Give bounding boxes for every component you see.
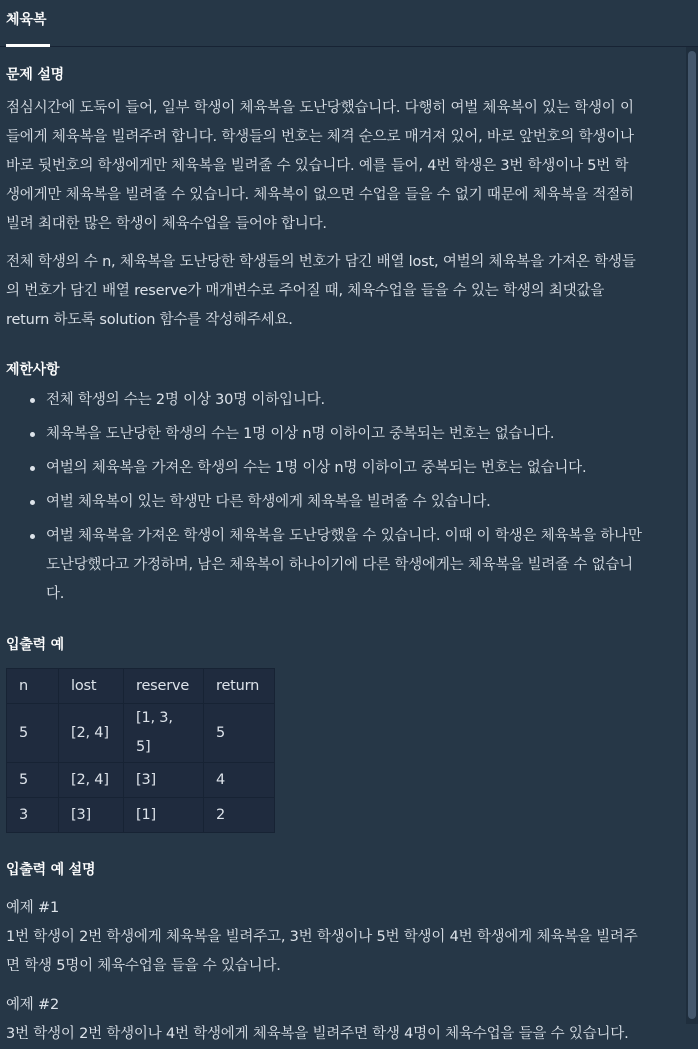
text-line: 여벌 체육복을 가져온 학생이 체육복을 도난당했을 수 있습니다. 이때 이 학생은 체육복을 하나만 xyxy=(46,528,642,544)
table-cell: [3] xyxy=(124,763,204,798)
table-cell: 3 xyxy=(7,798,59,833)
column-header: lost xyxy=(59,669,124,704)
list-item xyxy=(46,420,682,449)
column-header: reserve xyxy=(124,669,204,704)
list-item xyxy=(46,386,682,415)
table-row xyxy=(7,798,275,833)
text-line: 전체 학생의 수 n, 체육복을 도난당한 학생들의 번호가 담긴 배열 lost, 여벌의 체육복을 가져온 학생들 xyxy=(6,254,636,270)
table-cell: 5 xyxy=(7,704,59,763)
text-line: 3번 학생이 2번 학생이나 4번 학생에게 체육복을 빌려주면 학생 4명이 체육수업을 들을 수 있습니다. xyxy=(6,1026,629,1042)
text-line: 점심시간에 도둑이 들어, 일부 학생이 체육복을 도난당했습니다. 다행히 여벌 체육복이 있는 학생이 이 xyxy=(6,100,634,116)
io-example-table xyxy=(6,668,275,833)
table-cell: [2, 4] xyxy=(59,704,124,763)
problem-content xyxy=(6,47,682,1049)
text-line: 도난당했다고 가정하며, 남은 체육복이 하나이기에 다른 학생에게는 체육복을 빌려줄 수 없습니 xyxy=(46,557,633,573)
limits-list xyxy=(6,386,682,609)
description-paragraph-1 xyxy=(6,94,682,239)
table-cell: 2 xyxy=(204,798,275,833)
table-header-row xyxy=(7,669,275,704)
text-line: 여벌의 체육복을 가져온 학생의 수는 1명 이상 n명 이하이고 중복되는 번호는 없습니다. xyxy=(46,460,587,476)
vertical-scrollbar[interactable] xyxy=(686,47,698,1024)
table-cell: 5 xyxy=(204,704,275,763)
section-title-description: 문제 설명 xyxy=(6,67,64,83)
list-item xyxy=(46,488,682,517)
table-row xyxy=(7,763,275,798)
text-line: 생에게만 체육복을 빌려줄 수 있습니다. 체육복이 없으면 수업을 들을 수 없기 때문에 체육복을 적절히 xyxy=(6,187,634,203)
example-2-title: 예제 #2 xyxy=(6,997,59,1013)
table-cell: [3] xyxy=(59,798,124,833)
example-1-text xyxy=(6,923,682,981)
text-line: 의 번호가 담긴 배열 reserve가 매개변수로 주어질 때, 체육수업을 들을 수 있는 학생의 최댓값을 xyxy=(6,283,605,299)
column-header: n xyxy=(7,669,59,704)
table-cell: [1] xyxy=(124,798,204,833)
text-line: 전체 학생의 수는 2명 이상 30명 이하입니다. xyxy=(46,392,325,408)
table-cell: [1, 3, 5] xyxy=(124,704,204,763)
tab-problem[interactable] xyxy=(6,0,50,46)
section-title-limits: 제한사항 xyxy=(6,362,60,378)
text-line: 체육복을 도난당한 학생의 수는 1명 이상 n명 이하이고 중복되는 번호는 없습니다. xyxy=(46,426,555,442)
table-row xyxy=(7,704,275,763)
scrollbar-thumb[interactable] xyxy=(688,51,696,1019)
text-line: 바로 뒷번호의 학생에게만 체육복을 빌려줄 수 있습니다. 예를 들어, 4번 학생은 3번 학생이나 5번 학 xyxy=(6,158,629,174)
example-1-title: 예제 #1 xyxy=(6,900,59,916)
text-line: 1번 학생이 2번 학생에게 체육복을 빌려주고, 3번 학생이나 5번 학생이 4번 학생에게 체육복을 빌려주 xyxy=(6,929,638,945)
description-paragraph-2 xyxy=(6,248,682,335)
column-header: return xyxy=(204,669,275,704)
text-line: return 하도록 solution 함수를 작성해주세요. xyxy=(6,312,293,328)
text-line: 다. xyxy=(46,586,65,602)
list-item xyxy=(46,454,682,483)
table-cell: 4 xyxy=(204,763,275,798)
table-cell: [2, 4] xyxy=(59,763,124,798)
section-title-io-example: 입출력 예 xyxy=(6,637,64,653)
tab-bar xyxy=(0,0,698,47)
text-line: 들에게 체육복을 빌려주려 합니다. 학생들의 번호는 체격 순으로 매겨져 있어, 바로 앞번호의 학생이나 xyxy=(6,129,634,145)
tab-label: 체육복 xyxy=(6,12,47,28)
text-line: 여벌 체육복이 있는 학생만 다른 학생에게 체육복을 빌려줄 수 있습니다. xyxy=(46,494,491,510)
example-2-text xyxy=(6,1020,682,1049)
section-title-io-explanation: 입출력 예 설명 xyxy=(6,862,96,878)
text-line: 빌려 최대한 많은 학생이 체육수업을 들어야 합니다. xyxy=(6,216,327,232)
table-cell: 5 xyxy=(7,763,59,798)
text-line: 면 학생 5명이 체육수업을 들을 수 있습니다. xyxy=(6,958,281,974)
list-item xyxy=(46,522,682,609)
